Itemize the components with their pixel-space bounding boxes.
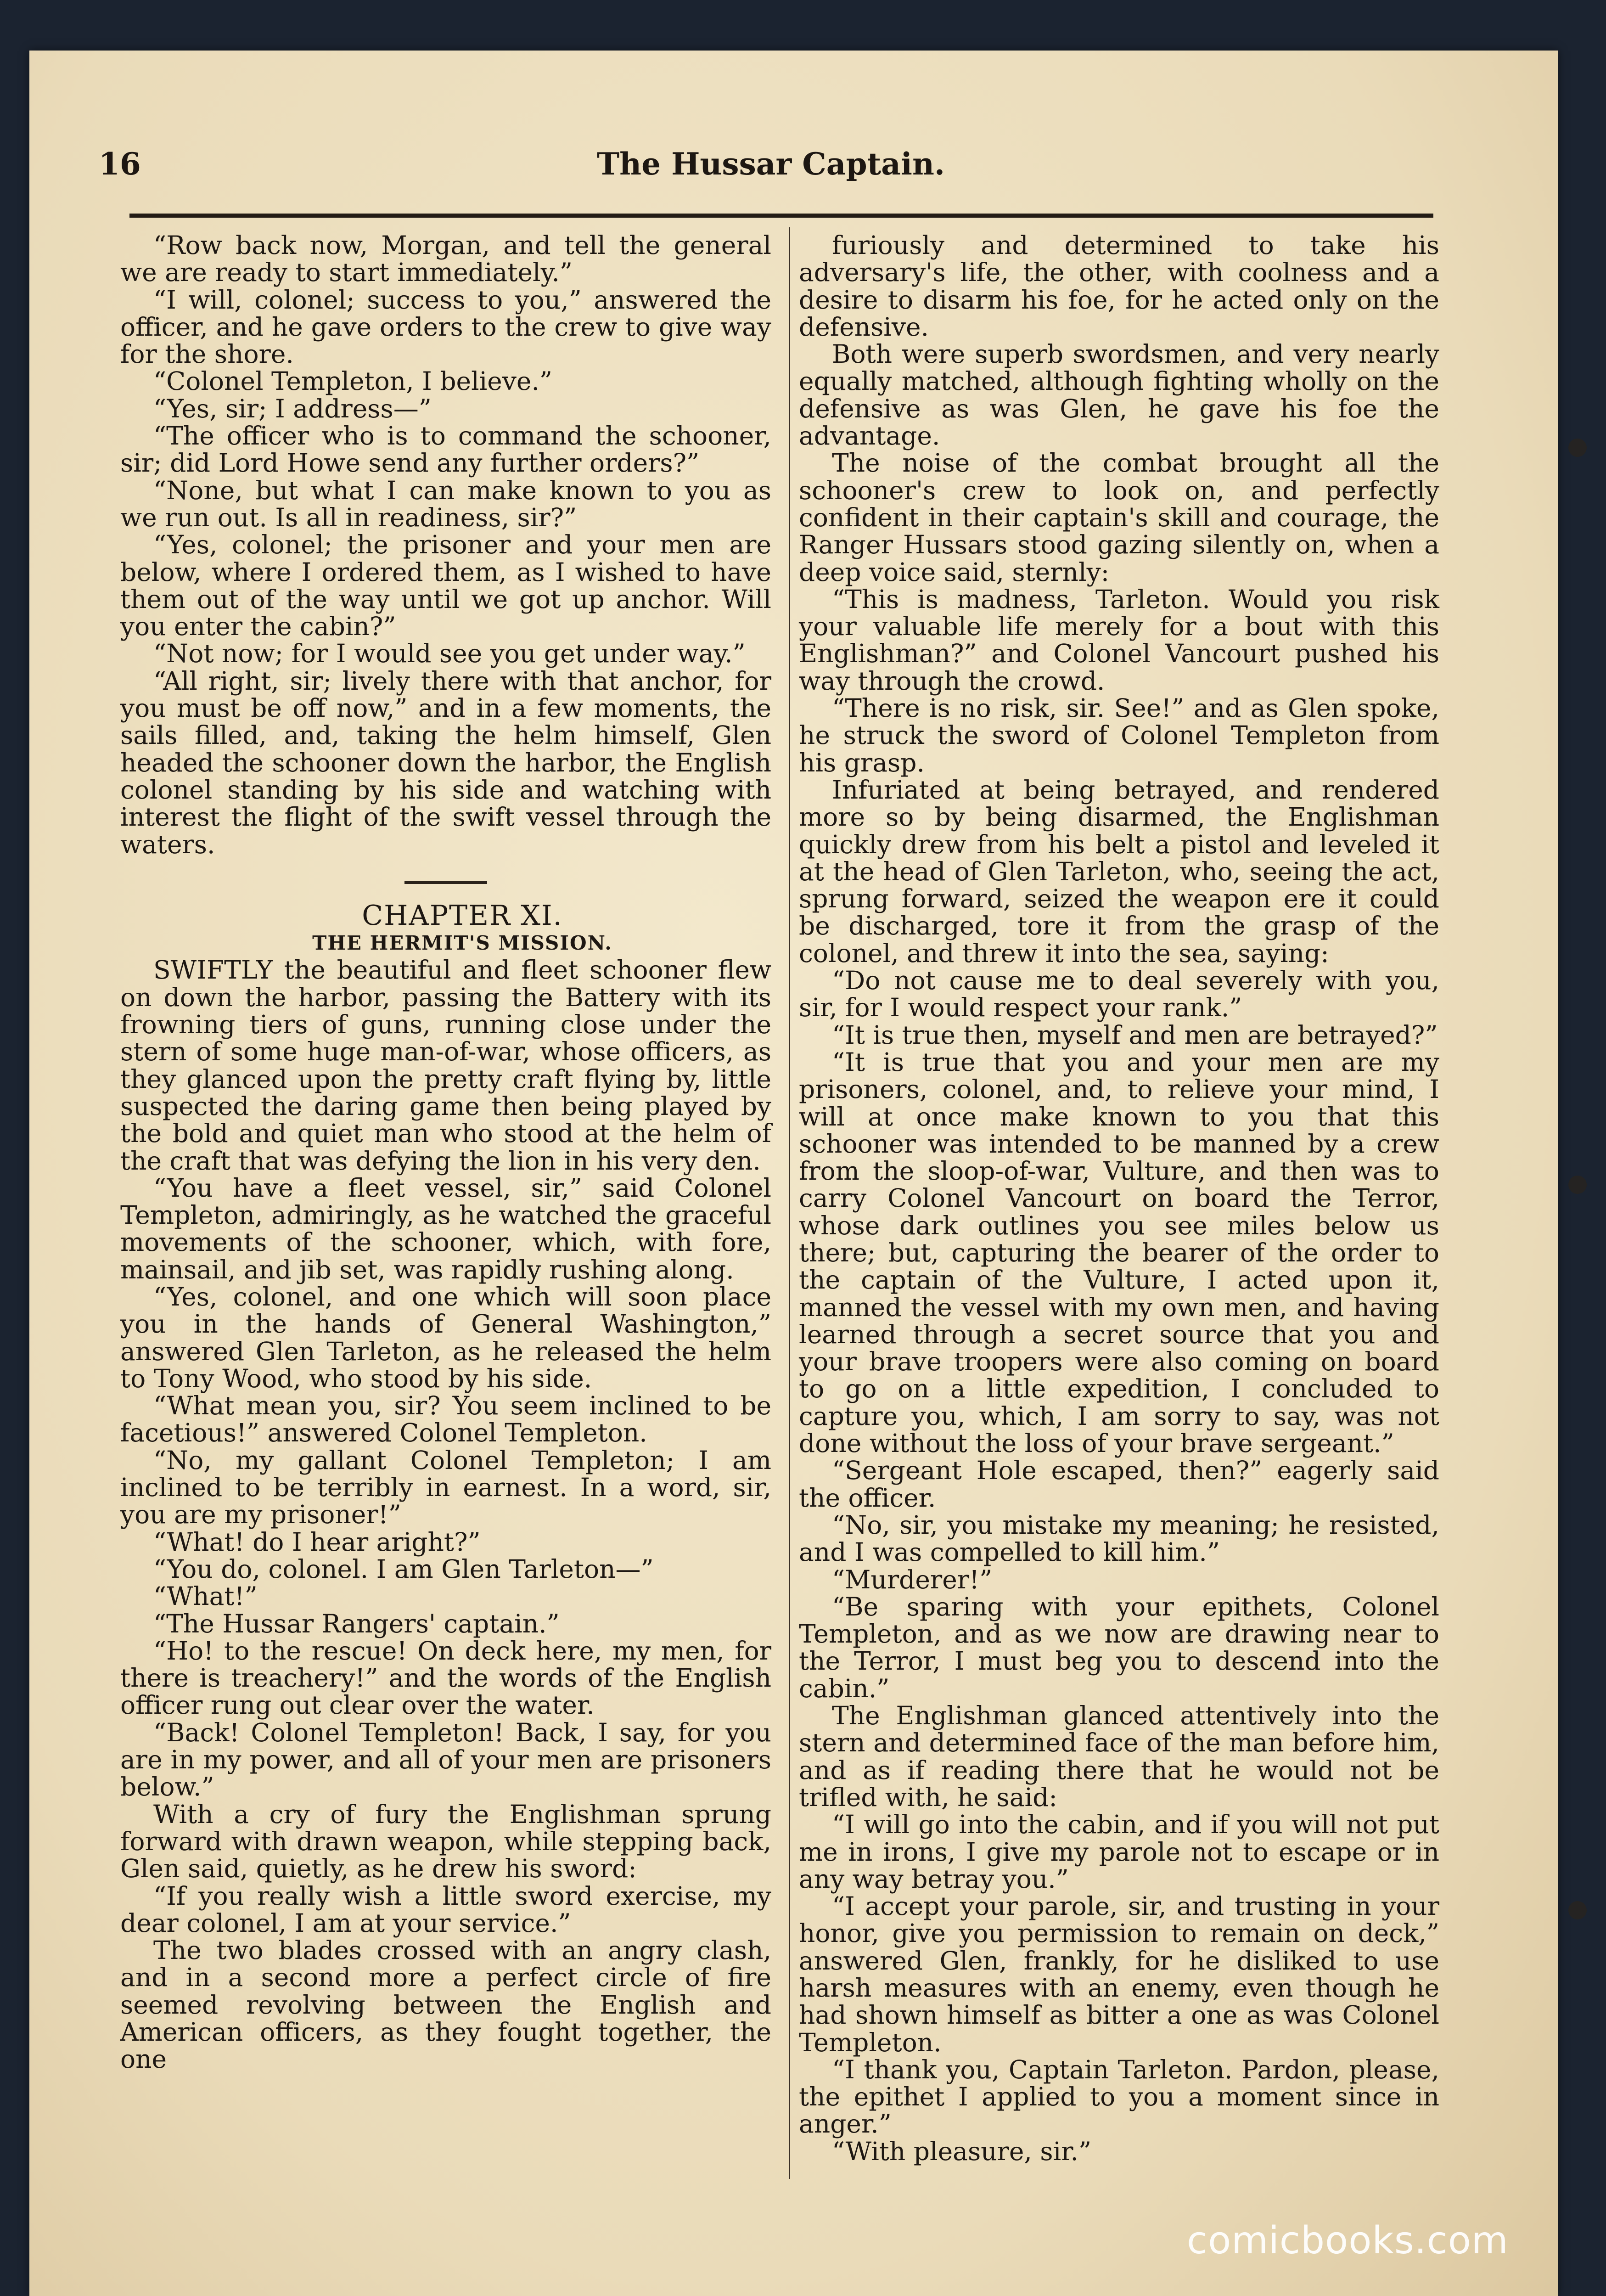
paragraph: “What! do I hear aright?” — [153, 1527, 481, 1557]
paragraph: “All right, sir; lively there with that anchor, for you must be off now,” and in a few moments, the sails filled, and, taking the helm himself, Glen headed the schooner down the harbor, the English colonel standing by his side and watching with interest the flight of the swift vessel through the waters. — [120, 666, 771, 859]
paragraph: “You have a fleet vessel, sir,” said Colonel Templeton, admiringly, as he watched the graceful movements of the schooner, which, with fore, mainsail, and jib set, was rapidly rushing along. — [120, 1173, 771, 1284]
paragraph: “Back! Colonel Templeton! Back, I say, for you are in my power, and all of your men are prisoners below.” — [120, 1717, 771, 1802]
paragraph: “Yes, colonel, and one which will soon place you in the hands of General Washington,” answered Glen Tarleton, as he released the helm to Tony Wood, who stood by his side. — [120, 1282, 771, 1393]
right-column — [799, 232, 1439, 2165]
paragraph: “Be sparing with your epithets, Colonel Templeton, and as we now are drawing near to the Terror, I must beg you to descend into the cabin.” — [799, 1592, 1439, 1703]
paragraph: Infuriated at being betrayed, and rendered more so by being disarmed, the Englishman quickly drew from his belt a pistol and leveled it at the head of Glen Tarleton, who, seeing the act, sprung forward, seized the weapon ere it could be discharged, tore it from the grasp of the colonel, and threw it into the sea, saying: — [799, 775, 1439, 968]
paragraph: “I thank you, Captain Tarleton. Pardon, please, the epithet I applied to you a moment since in anger.” — [799, 2054, 1439, 2139]
watermark: comicbooks.com — [1187, 2219, 1509, 2262]
paragraph: “Sergeant Hole escaped, then?” eagerly said the officer. — [799, 1456, 1439, 1513]
paragraph: “With pleasure, sir.” — [832, 2136, 1092, 2166]
paragraph: “I will go into the cabin, and if you will not put me in irons, I give my parole not to escape or in any way betray you.” — [799, 1810, 1439, 1894]
section-rule — [404, 881, 487, 884]
paragraph: “It is true then, myself and men are betrayed?” — [832, 1020, 1438, 1050]
paragraph: “You do, colonel. I am Glen Tarleton—” — [153, 1554, 654, 1584]
paragraph: “No, sir, you mistake my meaning; he resisted, and I was compelled to kill him.” — [799, 1510, 1439, 1567]
paragraph: “Row back now, Morgan, and tell the general we are ready to start immediately.” — [120, 231, 771, 287]
paragraph: “No, my gallant Colonel Templeton; I am inclined to be terribly in earnest. In a word, sir, you are my prisoner!” — [120, 1445, 771, 1530]
binding-hole — [1568, 439, 1587, 457]
right-paragraphs — [799, 232, 1439, 2165]
binding-hole — [1568, 1176, 1587, 1194]
paragraph: “What!” — [153, 1581, 258, 1611]
paragraph: “The officer who is to command the schooner, sir; did Lord Howe send any further orders?” — [120, 421, 771, 478]
paragraph: “I will, colonel; success to you,” answered the officer, and he gave orders to the crew to give way for the shore. — [120, 285, 771, 369]
left-paragraphs-before — [120, 232, 771, 858]
paragraph: “None, but what I can make known to you as we run out. Is all in readiness, sir?” — [120, 475, 771, 532]
left-column — [120, 232, 771, 2073]
paragraph: “Yes, sir; I address—” — [153, 394, 432, 423]
paragraph: “The Hussar Rangers' captain.” — [153, 1609, 560, 1638]
paragraph: “Colonel Templeton, I believe.” — [153, 366, 553, 396]
paragraph: “It is true that you and your men are my prisoners, colonel, and, to relieve your mind, I will at once make known to you that this schooner was intended to be manned by a crew from the sloop-of-war, Vulture, and then was to carry Colonel Vancourt on board the Terror, whose dark outlines you see miles below us there; but, capturing the bearer of the order to the captain of the Vulture, I acted upon it, manned the vessel with my own men, and having learned through a secret source that you and your brave troopers were also coming on board to go on a little expedition, I concluded to capture you, which, I am sorry to say, was not done without the loss of your brave sergeant.” — [799, 1047, 1439, 1458]
paragraph: The Englishman glanced attentively into the stern and determined face of the man before him, and as if reading there that he would not be trifled with, he said: — [799, 1701, 1439, 1812]
paragraph: “If you really wish a little sword exercise, my dear colonel, I am at your service.” — [120, 1881, 771, 1938]
chapter-subtitle: THE HERMIT'S MISSION. — [312, 932, 612, 955]
paragraph: With a cry of fury the Englishman sprung forward with drawn weapon, while stepping back, Glen said, quietly, as he drew his sword: — [120, 1799, 771, 1884]
paragraph: “Ho! to the rescue! On deck here, my men, for there is treachery!” and the words of the English officer rung out clear over the water. — [120, 1636, 771, 1720]
running-title: The Hussar Captain. — [597, 146, 945, 182]
paragraph: “This is madness, Tarleton. Would you risk your valuable life merely for a bout with this Englishman?” and Colonel Vancourt pushed his way through the crowd. — [799, 584, 1439, 696]
paragraph: “There is no risk, sir. See!” and as Glen spoke, he struck the sword of Colonel Templeton from his grasp. — [799, 693, 1439, 777]
paragraph: “What mean you, sir? You seem inclined to be facetious!” answered Colonel Templeton. — [120, 1391, 771, 1448]
paragraph: furiously and determined to take his adversary's life, the other, with coolness and a desire to disarm his foe, for he acted only on the defensive. — [799, 231, 1439, 342]
paragraph: The noise of the combat brought all the schooner's crew to look on, and perfectly confident in their captain's skill and courage, the Ranger Hussars stood gazing silently on, when a deep voice said, sternly: — [799, 448, 1439, 587]
column-divider — [789, 227, 790, 2179]
header-rule — [129, 214, 1433, 218]
paragraph: SWIFTLY the beautiful and fleet schooner flew on down the harbor, passing the Battery with its frowning tiers of guns, running close under the stern of some huge man-of-war, whose officers, as they glanced upon the pretty craft flying by, little suspected the daring game then being played by the bold and quiet man who stood at the helm of the craft that was defying the lion in his very den. — [120, 955, 771, 1176]
paragraph: Both were superb swordsmen, and very nearly equally matched, although fighting wholly on the defensive as was Glen, he gave his foe the advantage. — [799, 339, 1439, 451]
chapter-title: CHAPTER XI. — [362, 899, 563, 932]
paragraph: The two blades crossed with an angry clash, and in a second more a perfect circle of fire seemed revolving between the English and American officers, as they fought together, the one — [120, 1936, 771, 2074]
binding-hole — [1568, 1901, 1587, 1919]
page-number: 16 — [99, 146, 141, 182]
paragraph: “Murderer!” — [832, 1564, 993, 1594]
paragraph: “Yes, colonel; the prisoner and your men are below, where I ordered them, as I wished to have them out of the way until we got up anchor. Will you enter the cabin?” — [120, 530, 771, 642]
left-paragraphs-after — [120, 957, 771, 2073]
paragraph: “Do not cause me to deal severely with you, sir, for I would respect your rank.” — [799, 966, 1439, 1023]
paragraph: “I accept your parole, sir, and trusting in your honor, give you permission to remain on deck,” answered Glen, frankly, for he disliked to use harsh measures with an enemy, even though he had shown himself as bitter a one as was Colonel Templeton. — [799, 1891, 1439, 2057]
paragraph: “Not now; for I would see you get under way.” — [153, 639, 746, 669]
